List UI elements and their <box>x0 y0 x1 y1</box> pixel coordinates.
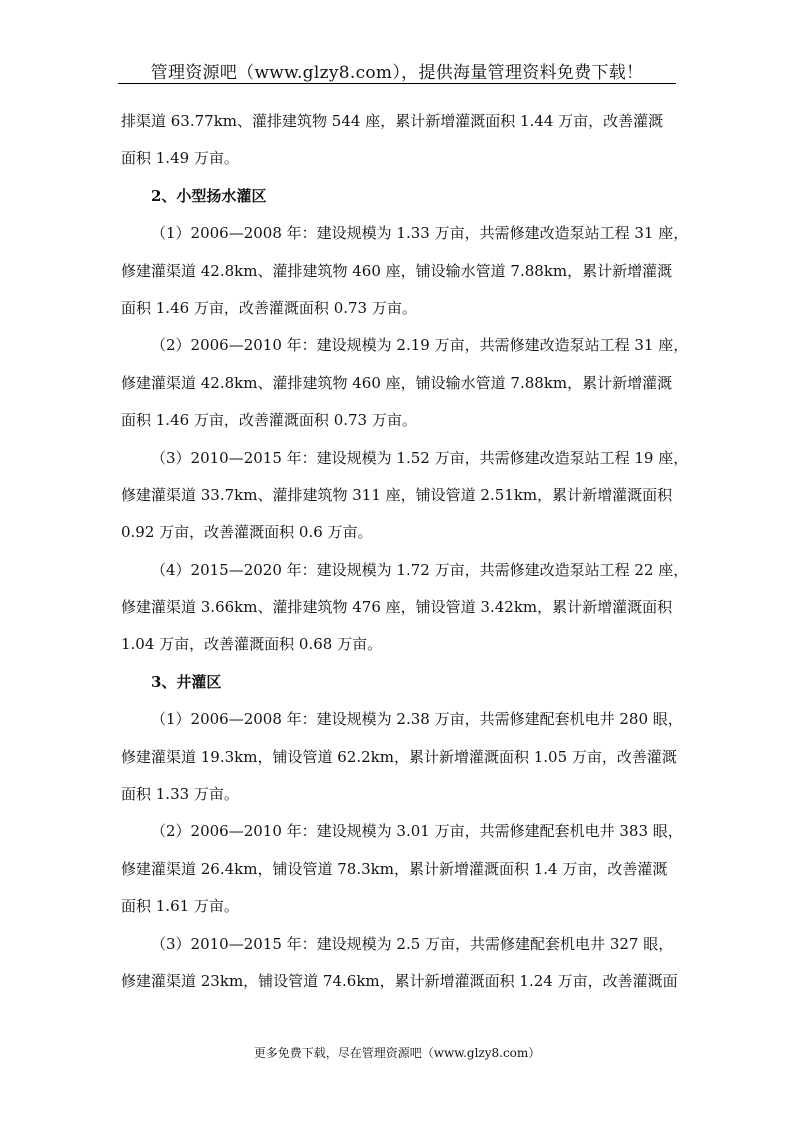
paragraph-line: （2）2006—2010 年：建设规模为 2.19 万亩，共需修建改造泵站工程 31 座， <box>151 336 689 355</box>
paragraph-line: 修建灌渠道 42.8km、灌排建筑物 460 座，铺设输水管道 7.88km，累计新增灌溉 <box>121 373 673 392</box>
paragraph-line: 面积 1.46 万亩，改善灌溉面积 0.73 万亩。 <box>121 298 417 317</box>
paragraph-line: 面积 1.46 万亩，改善灌溉面积 0.73 万亩。 <box>121 411 417 430</box>
paragraph-line: （4）2015—2020 年：建设规模为 1.72 万亩，共需修建改造泵站工程 22 座， <box>151 560 689 579</box>
paragraph-line: 修建灌渠道 26.4km，铺设管道 78.3km，累计新增灌溉面积 1.4 万亩，改善灌溉 <box>121 859 668 878</box>
paragraph-line: （3）2010—2015 年：建设规模为 1.52 万亩，共需修建改造泵站工程 19 座， <box>151 448 689 467</box>
paragraph-line: 修建灌渠道 33.7km、灌排建筑物 311 座，铺设管道 2.51km，累计新增灌溉面积 <box>121 485 673 504</box>
paragraph-line: 1.04 万亩，改善灌溉面积 0.68 万亩。 <box>121 635 383 654</box>
paragraph-line: 修建灌渠道 42.8km、灌排建筑物 460 座，铺设输水管道 7.88km，累计新增灌溉 <box>121 261 673 280</box>
paragraph-line: 0.92 万亩，改善灌溉面积 0.6 万亩。 <box>121 523 373 542</box>
paragraph-line: 修建灌渠道 3.66km、灌排建筑物 476 座，铺设管道 3.42km，累计新增灌溉面积 <box>121 598 673 617</box>
page-header: 管理资源吧（www.glzy8.com），提供海量管理资料免费下载！ <box>150 63 644 83</box>
paragraph-line: 面积 1.49 万亩。 <box>121 149 239 168</box>
section-heading-small-pump-irrigation: 2、小型扬水灌区 <box>151 186 267 205</box>
paragraph-line: （3）2010—2015 年：建设规模为 2.5 万亩，共需修建配套机电井 327 眼， <box>151 934 674 953</box>
paragraph-line: 修建灌渠道 19.3km，铺设管道 62.2km，累计新增灌溉面积 1.05 万亩，改善灌溉 <box>121 747 677 766</box>
paragraph-line: 面积 1.61 万亩。 <box>121 897 239 916</box>
section-heading-well-irrigation: 3、井灌区 <box>151 672 222 691</box>
header-divider <box>118 83 676 84</box>
paragraph-line: （1）2006—2008 年：建设规模为 2.38 万亩，共需修建配套机电井 280 眼， <box>151 710 683 729</box>
page-footer: 更多免费下载，尽在管理资源吧（www.glzy8.com） <box>253 1046 541 1060</box>
document-body <box>121 103 689 1000</box>
paragraph-line: （2）2006—2010 年：建设规模为 3.01 万亩，共需修建配套机电井 383 眼， <box>151 822 683 841</box>
paragraph-line: 面积 1.33 万亩。 <box>121 785 239 804</box>
paragraph-line: 排渠道 63.77km、灌排建筑物 544 座，累计新增灌溉面积 1.44 万亩，改善灌溉 <box>121 112 664 130</box>
paragraph-line: （1）2006—2008 年：建设规模为 1.33 万亩，共需修建改造泵站工程 31 座， <box>151 224 689 243</box>
paragraph-line: 修建灌渠道 23km，铺设管道 74.6km，累计新增灌溉面积 1.24 万亩，改善灌溉面 <box>121 971 678 990</box>
